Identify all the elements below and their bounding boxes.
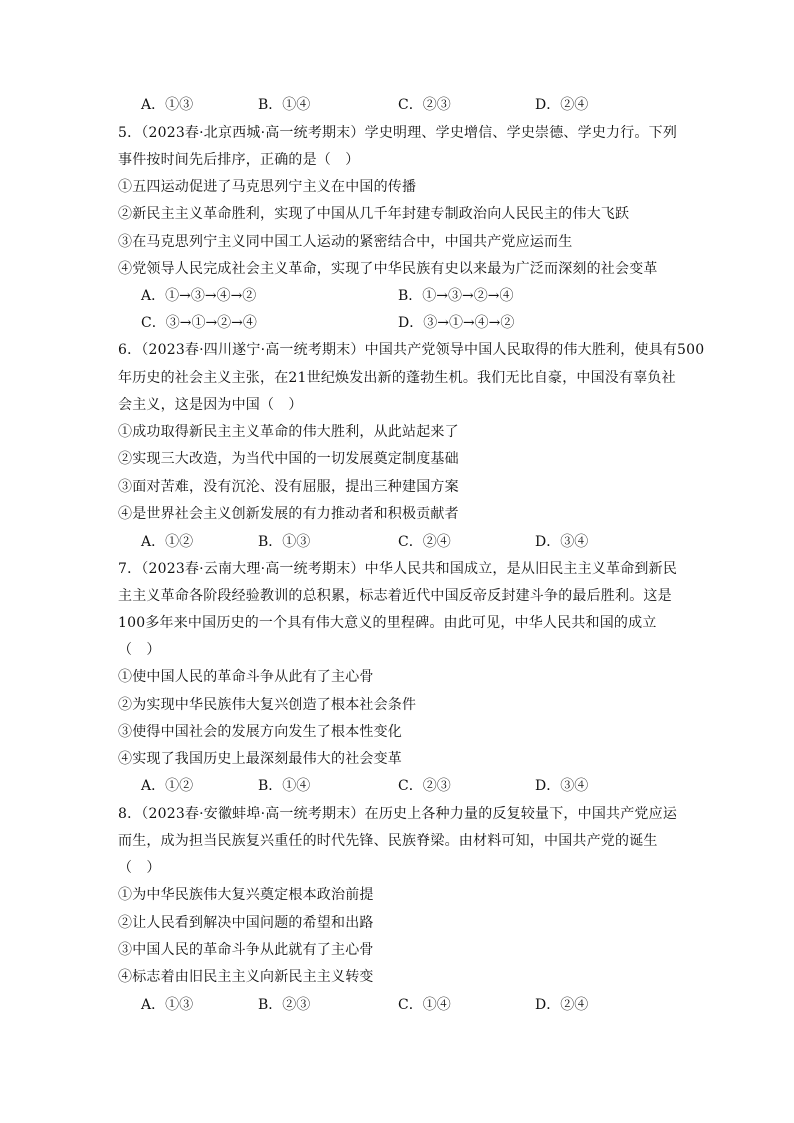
q6-stem-line-1: 6．（2023春·四川遂宁·高一统考期末）中国共产党领导中国人民取得的伟大胜利，使具有500 <box>118 342 705 358</box>
q6-option-a[interactable]: A．①② <box>141 534 194 550</box>
q6-item-2: ②实现三大改造，为当代中国的一切发展奠定制度基础 <box>118 451 459 467</box>
q6-stem-line-2: 年历史的社会主义主张，在21世纪焕发出新的蓬勃生机。我们无比自豪，中国没有辜负社 <box>118 370 676 386</box>
q4-option-a[interactable]: A．①③ <box>141 97 194 113</box>
q8-option-a[interactable]: A．①③ <box>141 997 194 1013</box>
q8-item-2: ②让人民看到解决中国问题的希望和出路 <box>118 915 374 931</box>
q7-stem-line-4: （ ） <box>118 642 161 658</box>
q8-stem-line-2: 而生，成为担当民族复兴重任的时代先锋、民族脊梁。由材料可知，中国共产党的诞生 <box>118 833 658 849</box>
q5-item-4: ④党领导人民完成社会主义革命，实现了中华民族有史以来最为广泛而深刻的社会变革 <box>118 261 658 277</box>
q6-stem-line-3: 会主义，这是因为中国（ ） <box>118 397 303 413</box>
q6-option-b[interactable]: B．①③ <box>258 534 311 550</box>
q7-stem-line-2: 主主义革命各阶段经验教训的总积累，标志着近代中国反帝反封建斗争的最后胜利。这是 <box>118 588 672 604</box>
q8-item-3: ③中国人民的革命斗争从此就有了主心骨 <box>118 942 374 958</box>
q8-option-b[interactable]: B．②③ <box>258 997 311 1013</box>
q5-option-a[interactable]: A．①→③→④→② <box>141 288 257 304</box>
q8-option-c[interactable]: C．①④ <box>398 997 451 1013</box>
q7-option-c[interactable]: C．②③ <box>398 778 451 794</box>
q7-item-1: ①使中国人民的革命斗争从此有了主心骨 <box>118 669 374 685</box>
q7-option-d[interactable]: D．③④ <box>535 778 589 794</box>
q8-item-1: ①为中华民族伟大复兴奠定根本政治前提 <box>118 887 374 903</box>
q7-option-b[interactable]: B．①④ <box>258 778 311 794</box>
q7-item-2: ②为实现中华民族伟大复兴创造了根本社会条件 <box>118 697 417 713</box>
q8-stem-line-1: 8．（2023春·安徽蚌埠·高一统考期末）在历史上各种力量的反复较量下，中国共产党应运 <box>118 806 678 822</box>
q6-item-3: ③面对苦难，没有沉沦、没有屈服，提出三种建国方案 <box>118 479 459 495</box>
q4-option-c[interactable]: C．②③ <box>398 97 451 113</box>
q5-item-2: ②新民主主义革命胜利，实现了中国从几千年封建专制政治向人民民主的伟大飞跃 <box>118 206 630 222</box>
q8-option-d[interactable]: D．②④ <box>535 997 589 1013</box>
q6-item-4: ④是世界社会主义创新发展的有力推动者和积极贡献者 <box>118 506 459 522</box>
q7-stem-line-3: 100多年来中国历史的一个具有伟大意义的里程碑。由此可见，中华人民共和国的成立 <box>118 615 657 631</box>
q7-item-3: ③使得中国社会的发展方向发生了根本性变化 <box>118 724 402 740</box>
q5-item-1: ①五四运动促进了马克思列宁主义在中国的传播 <box>118 179 417 195</box>
q6-option-c[interactable]: C．②④ <box>398 534 451 550</box>
q8-stem-line-3: （ ） <box>118 860 161 876</box>
q7-option-a[interactable]: A．①② <box>141 778 194 794</box>
q5-option-b[interactable]: B．①→③→②→④ <box>398 288 514 304</box>
q7-stem-line-1: 7．（2023春·云南大理·高一统考期末）中华人民共和国成立，是从旧民主主义革命到新民 <box>118 561 678 577</box>
q8-item-4: ④标志着由旧民主主义向新民主主义转变 <box>118 969 374 985</box>
q5-stem-line-2: 事件按时间先后排序，正确的是（ ） <box>118 152 360 168</box>
q4-option-d[interactable]: D．②④ <box>535 97 589 113</box>
q5-option-d[interactable]: D．③→①→④→② <box>398 315 515 331</box>
q5-stem-line-1: 5．（2023春·北京西城·高一统考期末）学史明理、学史增信、学史崇德、学史力行。下列 <box>118 125 678 141</box>
q5-option-c[interactable]: C．③→①→②→④ <box>141 315 257 331</box>
q7-item-4: ④实现了我国历史上最深刻最伟大的社会变革 <box>118 751 402 767</box>
q4-option-b[interactable]: B．①④ <box>258 97 311 113</box>
q6-item-1: ①成功取得新民主主义革命的伟大胜利，从此站起来了 <box>118 424 459 440</box>
q5-item-3: ③在马克思列宁主义同中国工人运动的紧密结合中，中国共产党应运而生 <box>118 234 573 250</box>
q6-option-d[interactable]: D．③④ <box>535 534 589 550</box>
